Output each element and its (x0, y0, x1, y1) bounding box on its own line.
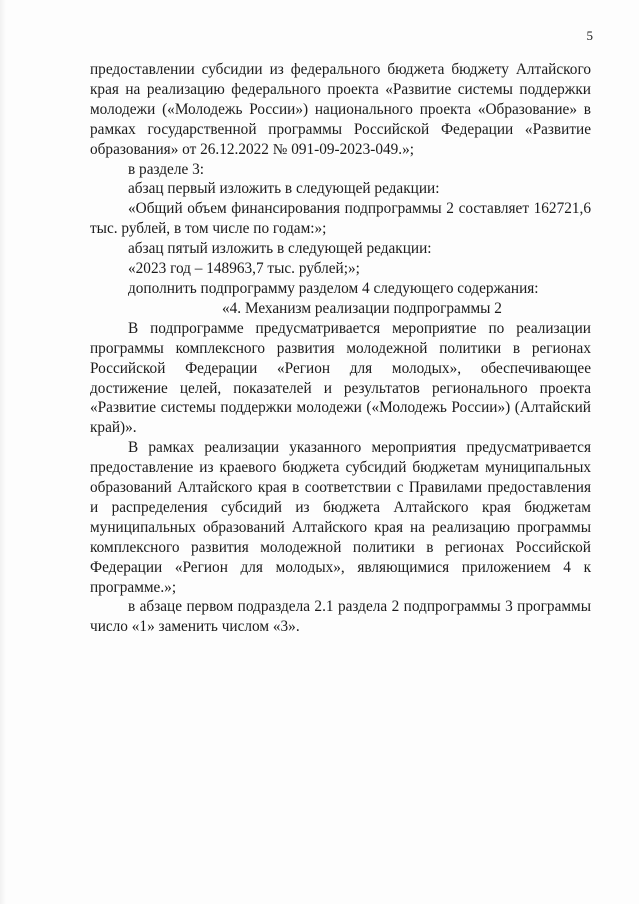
paragraph-subsidy-continuation: предоставлении субсидии из федерального бюджета бюджету Алтайского края на реализацию федерального проекта «Развитие системы поддержки молодежи («Молодежь России») национального проекта «Образование» в рамках государственной программы Российской Федерации «Развитие образования» от 26.12.2022 № 091-09-2023-049.»; (90, 61, 591, 158)
document-body (90, 60, 591, 637)
paragraph-first-abzac: абзац первый изложить в следующей редакции: (128, 180, 440, 198)
scan-edge-shadow (0, 0, 6, 904)
paragraph-add-section-4: дополнить подпрограмму разделом 4 следующего содержания: (128, 279, 539, 297)
paragraph-2023-year: «2023 год – 148963,7 тыс. рублей;»; (128, 260, 360, 278)
section-heading-mechanism: «4. Механизм реализации подпрограммы 2 (222, 299, 502, 317)
paragraph-program-measure: В подпрограмме предусматривается мероприятие по реализации программы комплексного развития молодежной политики в регионах Российской Федерации «Регион для молодых», обеспечивающее достижение целей, показателей и результатов регионального проекта «Развитие системы поддержки молодежи («Молодежь России») (Алтайский край)». (90, 319, 591, 437)
paragraph-replace-number: в абзаце первом подраздела 2.1 раздела 2 подпрограммы 3 программы число «1» заменить числом «3». (90, 598, 591, 636)
paragraph-subsidies: В рамках реализации указанного мероприятия предусматривается предоставление из краевого бюджета субсидий бюджетам муниципальных образований Алтайского края в соответствии с Правилами предоставления и распределения субсидий из бюджета Алтайского края бюджетам муниципальных образований Алтайского края на реализацию программы комплексного развития молодежной политики в регионах Российской Федерации «Регион для молодых», являющимися приложением 4 к программе.»; (90, 439, 591, 596)
paragraph-total-funding: «Общий объем финансирования подпрограммы 2 составляет 162721,6 тыс. рублей, в том числе по годам:»; (90, 200, 591, 238)
page-number: 5 (586, 28, 593, 43)
paragraph-fifth-abzac: абзац пятый изложить в следующей редакции: (128, 240, 432, 258)
paragraph-section-3: в разделе 3: (128, 160, 204, 178)
